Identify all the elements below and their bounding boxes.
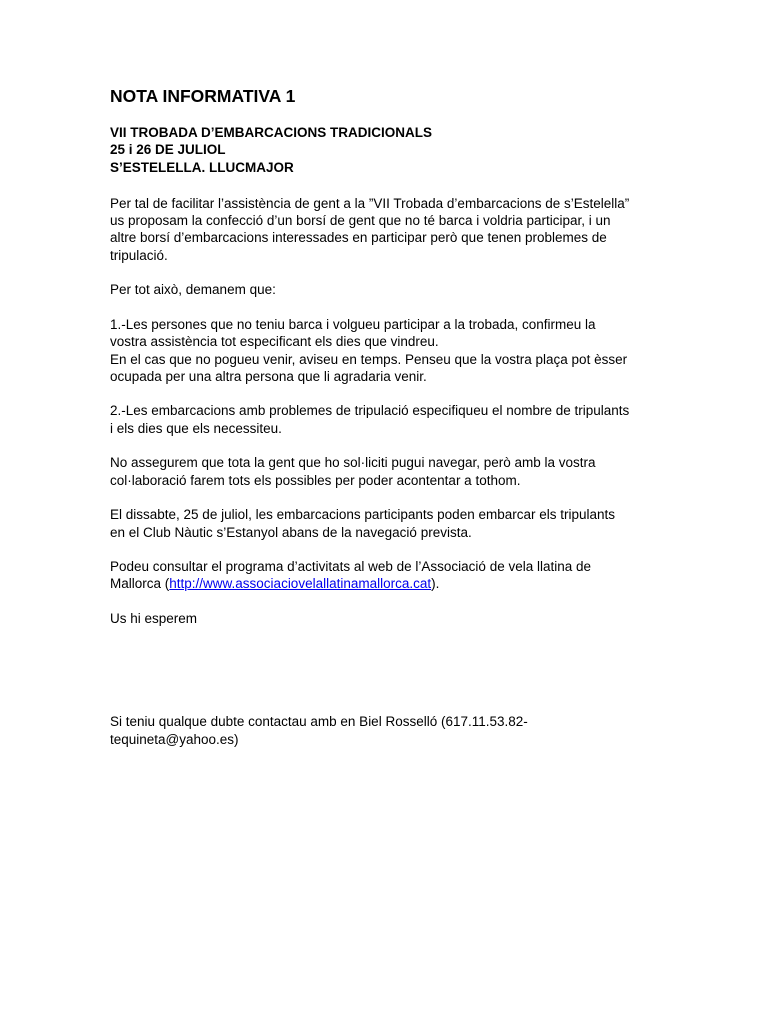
text-line: 1.-Les persones que no teniu barca i volgueu participar a la trobada, confirmeu la xyxy=(110,316,596,332)
event-name: VII TROBADA D’EMBARCACIONS TRADICIONALS xyxy=(110,125,432,140)
text-line: En el cas que no pogueu venir, aviseu en temps. Penseu que la vostra plaça pot èsser xyxy=(110,351,628,367)
document-page xyxy=(110,86,670,765)
event-dates: 25 i 26 DE JULIOL xyxy=(110,142,226,158)
text-line: altre borsí d’embarcacions interessades en participar però que tenen problemes de xyxy=(110,230,607,246)
text-line: ocupada per una altra persona que li agradaria venir. xyxy=(110,368,427,384)
text-line: 2.-Les embarcacions amb problemes de tripulació especifiqueu el nombre de tripulants xyxy=(110,403,630,419)
text-line: tripulació. xyxy=(110,247,168,263)
contact-paragraph xyxy=(110,713,670,748)
text-line: us proposam la confecció d’un borsí de gent que no té barca i voldria participar, i un xyxy=(110,213,611,229)
text-line: Per tal de facilitar l’assistència de gent a la ”VII Trobada d’embarcacions de s’Estelella” xyxy=(110,195,630,211)
program-paragraph xyxy=(110,558,670,593)
event-location: S’ESTELELLA. LLUCMAJOR xyxy=(110,159,294,175)
request-paragraph: Per tot això, demanem que: xyxy=(110,282,276,298)
assurance-paragraph xyxy=(110,454,670,489)
association-website-link[interactable]: http://www.associaciovelallatinamallorca.cat xyxy=(169,576,432,592)
point-1-paragraph xyxy=(110,316,670,385)
link-suffix: ). xyxy=(431,576,440,592)
event-heading xyxy=(110,124,670,176)
text-line: i els dies que els necessiteu. xyxy=(110,420,282,436)
text-line: col·laboració farem tots els possibles per poder acontentar a tothom. xyxy=(110,472,521,488)
document-title: NOTA INFORMATIVA 1 xyxy=(110,86,296,106)
closing-line: Us hi esperem xyxy=(110,611,198,627)
text-line: No assegurem que tota la gent que ho sol·liciti pugui navegar, però amb la vostra xyxy=(110,455,596,471)
text-line: El dissabte, 25 de juliol, les embarcacions participants poden embarcar els tripulants xyxy=(110,507,616,523)
intro-paragraph xyxy=(110,195,670,264)
point-2-paragraph xyxy=(110,402,670,437)
text-line: en el Club Nàutic s’Estanyol abans de la navegació prevista. xyxy=(110,524,472,540)
saturday-paragraph xyxy=(110,506,670,541)
text-line: Si teniu qualque dubte contactau amb en Biel Rosselló (617.11.53.82- xyxy=(110,714,528,730)
text-line: tequineta@yahoo.es) xyxy=(110,731,239,747)
text-line: Podeu consultar el programa d’activitats al web de l’Associació de vela llatina de xyxy=(110,559,592,575)
link-prefix: Mallorca ( xyxy=(110,576,170,592)
text-line: vostra assistència tot especificant els dies que vindreu. xyxy=(110,334,439,350)
text-line xyxy=(110,575,670,592)
